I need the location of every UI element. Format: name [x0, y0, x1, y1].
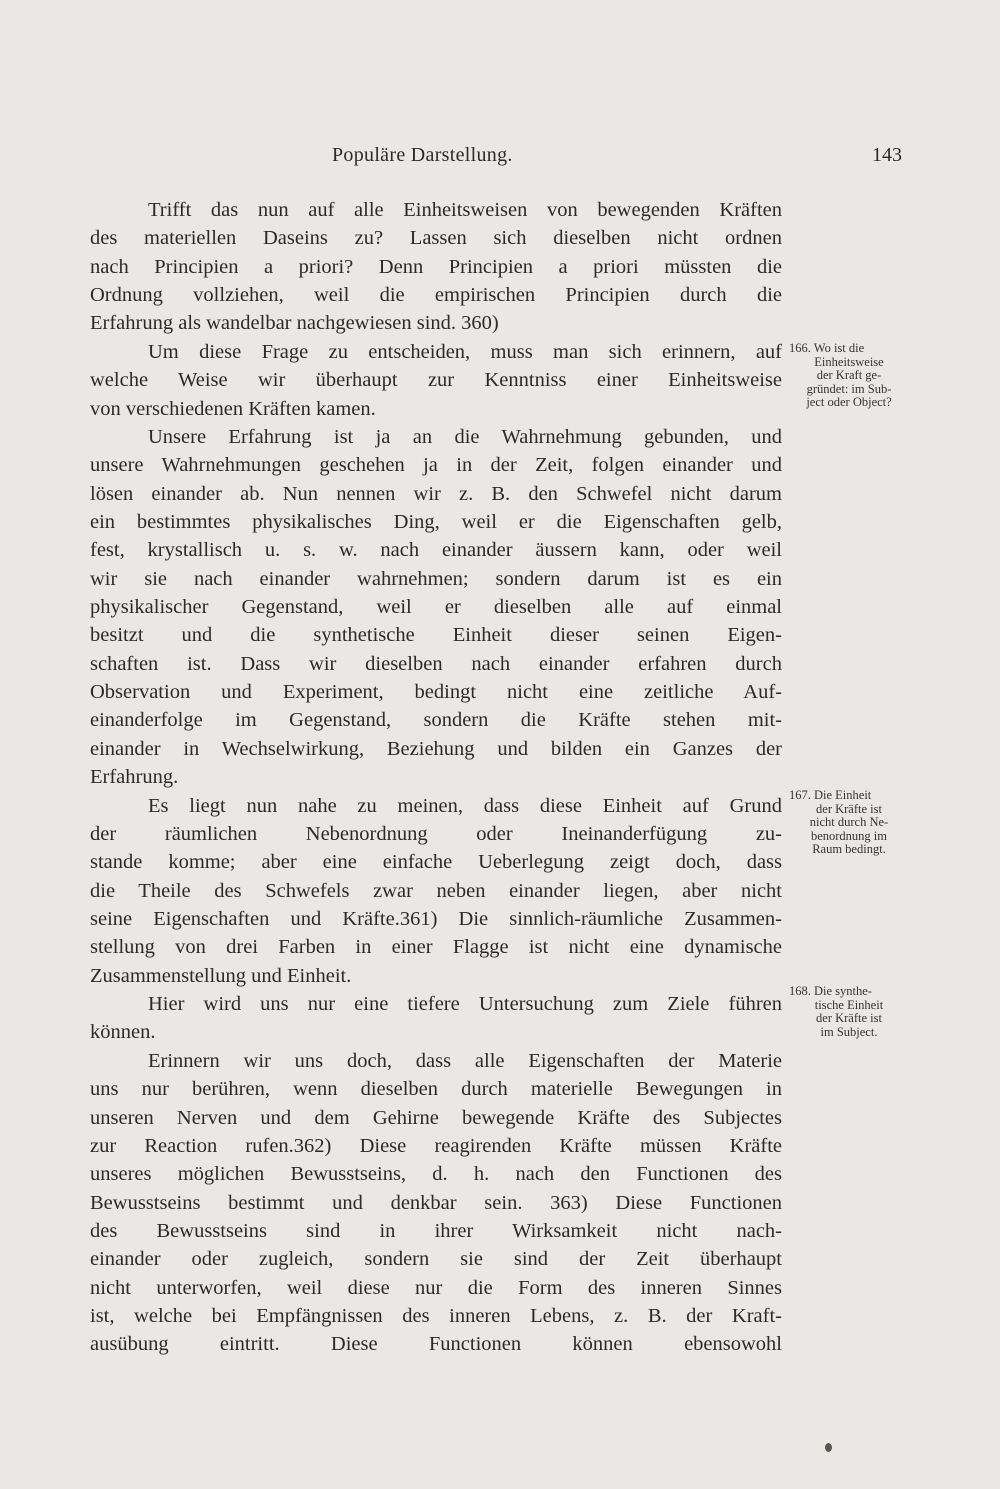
text-line: ist, welche bei Empfängnissen des inneren Lebens, z. B. der Kraft- [90, 1305, 782, 1328]
margin-note-line: der Kraft ge- [816, 368, 882, 383]
margin-note-line: Raum bedingt. [812, 842, 886, 857]
margin-note-168 [789, 985, 909, 1039]
margin-note-line: 167. Die Einheit [789, 788, 872, 802]
text-line: Erfahrung als wandelbar nachgewiesen sind. 360) [90, 312, 499, 335]
text-line: ein bestimmtes physikalisches Ding, weil er die Eigenschaften gelb, [90, 510, 782, 533]
text-line: von verschiedenen Kräften kamen. [90, 397, 376, 420]
text-line: einanderfolge im Gegenstand, sondern die Kräfte stehen mit- [90, 709, 782, 732]
text-line: können. [90, 1021, 156, 1044]
margin-note-166 [789, 342, 909, 410]
margin-note-167 [789, 789, 909, 857]
margin-note-line: Einheitsweise [814, 354, 884, 369]
text-line: schaften ist. Dass wir dieselben nach einander erfahren durch [90, 652, 782, 675]
text-line: Um diese Frage zu entscheiden, muss man sich erinnern, auf [148, 340, 782, 363]
margin-note-line: der Kräfte ist [816, 1011, 882, 1026]
text-line: Zusammenstellung und Einheit. [90, 964, 352, 987]
running-title: Populäre Darstellung. [332, 144, 513, 166]
text-line: Bewusstseins bestimmt und denkbar sein. 363) Diese Functionen [90, 1191, 782, 1214]
text-line: stellung von drei Farben in einer Flagge ist nicht eine dynamische [90, 936, 782, 959]
text-line: unseres möglichen Bewusstseins, d. h. nach den Functionen des [90, 1163, 782, 1186]
margin-note-line: der Kräfte ist [816, 801, 882, 816]
text-line: nach Principien a priori? Denn Principien a priori müssten die [90, 255, 782, 278]
text-line: einander oder zugleich, sondern sie sind der Zeit überhaupt [90, 1248, 782, 1271]
margin-note-line: 166. Wo ist die [789, 341, 865, 355]
text-line: wir sie nach einander wahrnehmen; sondern darum ist es ein [90, 567, 782, 590]
text-line: einander in Wechselwirkung, Beziehung und bilden ein Ganzes der [90, 737, 782, 760]
margin-note-line: ject oder Object? [806, 395, 892, 410]
margin-note-line: gründet: im Sub- [806, 381, 892, 396]
text-line: fest, krystallisch u. s. w. nach einander äussern kann, oder weil [90, 539, 782, 562]
text-line: besitzt und die synthetische Einheit dieser seinen Eigen- [90, 624, 782, 647]
running-head [90, 144, 902, 174]
page-number: 143 [872, 144, 902, 166]
text-line: nicht unterworfen, weil diese nur die Form des inneren Sinnes [90, 1276, 782, 1299]
text-line: Hier wird uns nur eine tiefere Untersuchung zum Ziele führen [148, 993, 782, 1016]
text-line: Trifft das nun auf alle Einheitsweisen von bewegenden Kräften [148, 199, 782, 221]
body-text [90, 196, 782, 1359]
ink-spot [825, 1443, 832, 1452]
text-line: die Theile des Schwefels zwar neben einander liegen, aber nicht [90, 879, 782, 902]
text-line: unseren Nerven und dem Gehirne bewegende Kräfte des Subjectes [90, 1106, 782, 1129]
margin-note-line: tische Einheit [814, 997, 884, 1012]
text-line: seine Eigenschaften und Kräfte.361) Die sinnlich-räumliche Zusammen- [90, 907, 782, 930]
text-line: zur Reaction rufen.362) Diese reagirenden Kräfte müssen Kräfte [90, 1134, 782, 1157]
text-line: stande komme; aber eine einfache Ueberlegung zeigt doch, dass [90, 851, 782, 874]
text-line: uns nur berühren, wenn dieselben durch materielle Bewegungen in [90, 1078, 782, 1101]
text-line: Erfahrung. [90, 766, 179, 789]
text-line: des Bewusstseins sind in ihrer Wirksamkeit nicht nach- [90, 1219, 782, 1242]
text-line: unsere Wahrnehmungen geschehen ja in der Zeit, folgen einander und [90, 454, 782, 477]
margin-note-line: im Subject. [820, 1024, 878, 1039]
text-line: ausübung eintritt. Diese Functionen können ebensowohl [90, 1333, 782, 1356]
text-line: Erinnern wir uns doch, dass alle Eigenschaften der Materie [148, 1049, 782, 1072]
text-line: welche Weise wir überhaupt zur Kenntniss einer Einheitsweise [90, 369, 782, 392]
margin-note-line: nicht durch Ne- [809, 815, 889, 830]
text-line: Unsere Erfahrung ist ja an die Wahrnehmung gebunden, und [148, 425, 782, 448]
text-line: Ordnung vollziehen, weil die empirischen Principien durch die [90, 284, 782, 307]
text-line: lösen einander ab. Nun nennen wir z. B. den Schwefel nicht darum [90, 482, 782, 505]
text-line: physikalischer Gegenstand, weil er dieselben alle auf einmal [90, 596, 782, 619]
text-line: Observation und Experiment, bedingt nicht eine zeitliche Auf- [90, 681, 782, 704]
text-line: Es liegt nun nahe zu meinen, dass diese Einheit auf Grund [148, 794, 782, 817]
text-line: des materiellen Daseins zu? Lassen sich dieselben nicht ordnen [90, 227, 782, 250]
margin-note-line: 168. Die synthe- [789, 984, 872, 998]
text-line: der räumlichen Nebenordnung oder Ineinanderfügung zu- [90, 822, 782, 845]
margin-note-line: benordnung im [810, 828, 888, 843]
